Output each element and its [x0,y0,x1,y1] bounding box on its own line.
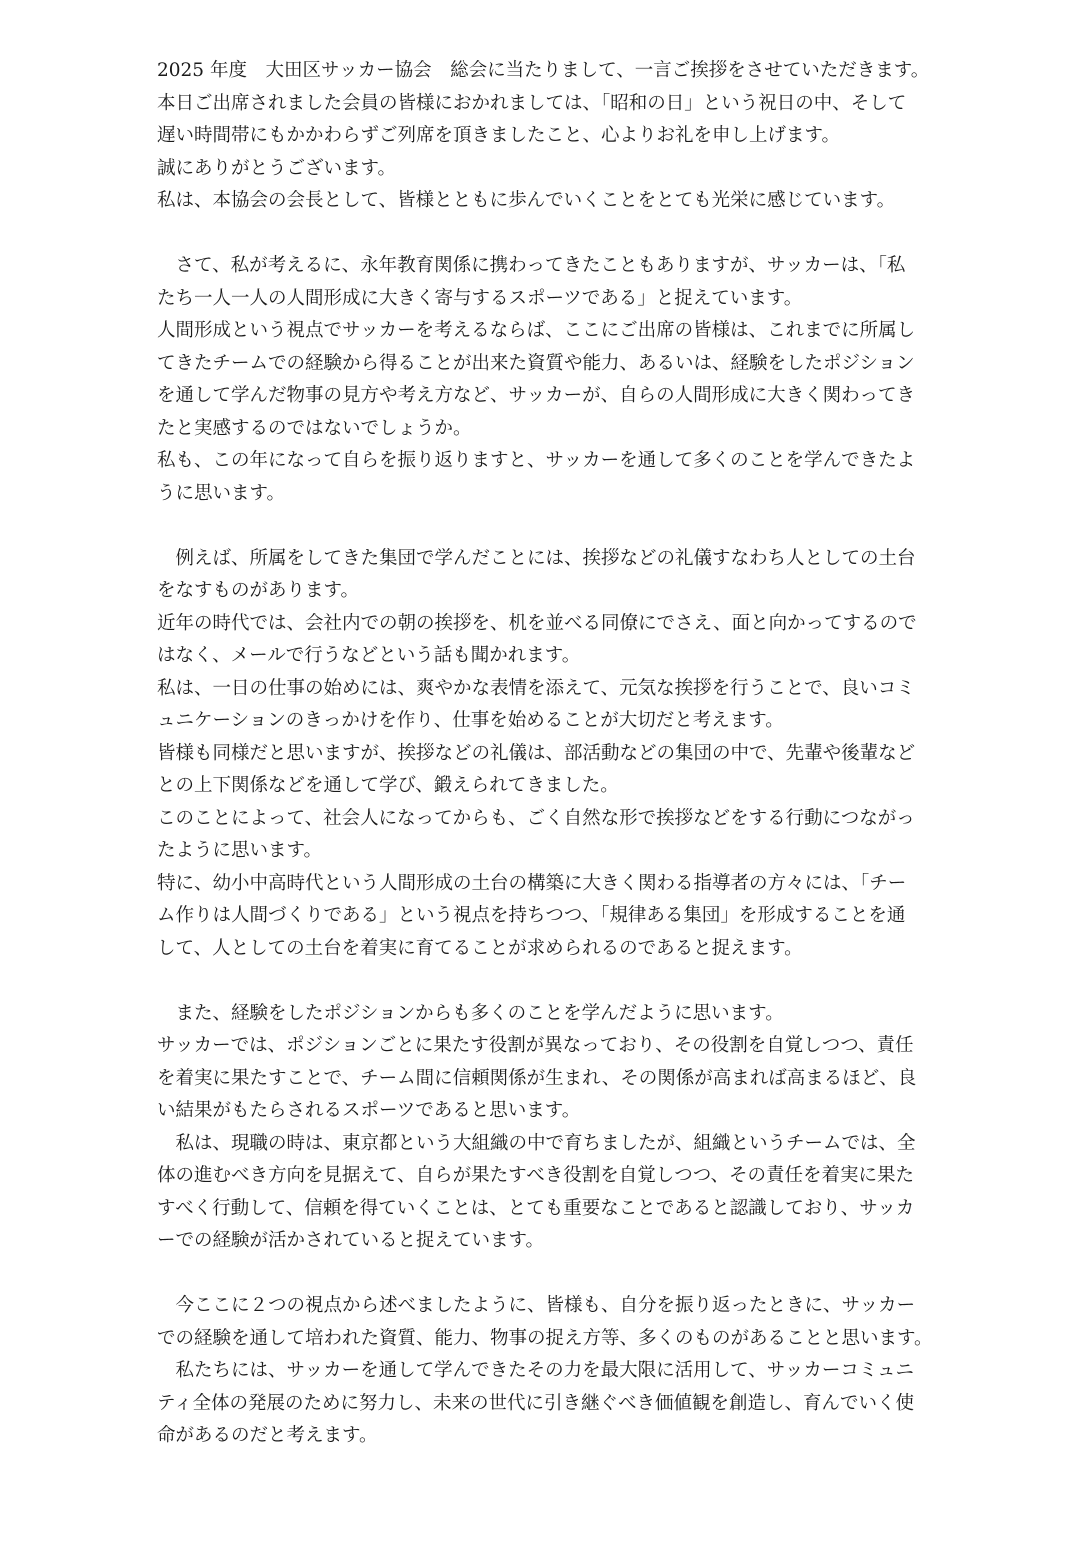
text-line: での経験を通して培われた資質、能力、物事の捉え方等、多くのものがあることと思います。 [157,1327,933,1349]
text-line: サッカーでは、ポジションごとに果たす役割が異なっており、その役割を自覚しつつ、責任 [157,1035,914,1056]
text-line: てきたチームでの経験から得ることが出来た資質や能力、あるいは、経験をしたポジション [157,352,915,374]
text-line: 誠にありがとうございます。 [157,157,397,179]
text-line: はなく、メールで行うなどという話も聞かれます。 [157,645,581,666]
text-line: ュニケーションのきっかけを作り、仕事を始めることが大切だと考えます。 [157,710,784,731]
text-line: 皆様も同様だと思いますが、挨拶などの礼儀は、部活動などの集団の中で、先輩や後輩など [157,742,916,764]
paragraph-spacer [157,218,957,251]
text-line: さて、私が考えるに、永年教育関係に携わってきたこともありますが、サッカーは、「私 [157,255,906,276]
document-body [157,55,957,1453]
text-line: して、人としての土台を着実に育てることが求められるのであると捉えます。 [157,937,803,959]
text-line: 2025 年度 大田区サッカー協会 総会に当たりまして、一言ご挨拶をさせていただきます。 [157,60,930,81]
text-line: 私たちには、サッカーを通して学んできたその力を最大限に活用して、サッカーコミュニ [157,1360,915,1381]
text-line: い結果がもたらされるスポーツであると思います。 [157,1100,581,1121]
text-line: 私は、現職の時は、東京都という大組織の中で育ちましたが、組織というチームでは、全 [157,1132,916,1154]
text-line: ティ全体の発展のために努力し、未来の世代に引き継ぐべき価値観を創造し、育んでいく使 [157,1392,915,1414]
text-line: ム作りは人間づくりである」という視点を持ちつつ、「規律ある集団」を形成することを通 [157,905,906,926]
paragraph-spacer [157,510,957,543]
text-line: 例えば、所属をしてきた集団で学んだことには、挨拶などの礼儀すなわち人としての土台 [157,547,916,569]
text-line: たち一人一人の人間形成に大きく寄与するスポーツである」と捉えています。 [157,287,803,309]
paragraph-spacer [157,1258,957,1291]
text-line: を着実に果たすことで、チーム間に信頼関係が生まれ、その関係が高まれば高まるほど、良 [157,1067,917,1089]
text-line: 特に、幼小中高時代という人間形成の土台の構築に大きく関わる指導者の方々には、「チー [157,872,907,894]
text-line: 今ここに２つの視点から述べましたように、皆様も、自分を振り返ったときに、サッカー [157,1295,916,1316]
text-line: すべく行動して、信頼を得ていくことは、とても重要なことであると認識しており、サッカ [157,1197,915,1219]
text-line: ーでの経験が活かされていると捉えています。 [157,1230,545,1251]
text-line: また、経験をしたポジションからも多くのことを学んだように思います。 [157,1002,784,1024]
text-line: を通して学んだ物事の見方や考え方など、サッカーが、自らの人間形成に大きく関わってき [157,385,915,406]
text-line: 体の進むべき方向を見据えて、自らが果たすべき役割を自覚しつつ、その責任を着実に果た [157,1165,915,1186]
text-line: との上下関係などを通して学び、鍛えられてきました。 [157,775,619,796]
text-line: 本日ご出席されました会員の皆様におかれましては、「昭和の日」という祝日の中、そして [157,92,907,114]
text-line: をなすものがあります。 [157,580,360,601]
text-line: うに思います。 [157,482,286,504]
text-line: たように思います。 [157,840,323,861]
text-line: 人間形成という視点でサッカーを考えるならば、ここにご出席の皆様は、これまでに所属し [157,320,916,341]
text-line: 遅い時間帯にもかかわらずご列席を頂きましたこと、心よりお礼を申し上げます。 [157,125,841,146]
text-line: 私は、本協会の会長として、皆様とともに歩んでいくことをとても光栄に感じています。 [157,190,896,211]
text-line: 近年の時代では、会社内での朝の挨拶を、机を並べる同僚にでさえ、面と向かってするので [157,612,917,634]
text-line: 命があるのだと考えます。 [157,1425,378,1446]
text-line: 私は、一日の仕事の始めには、爽やかな表情を添えて、元気な挨拶を行うことで、良いコミ [157,677,915,699]
paragraph-spacer [157,965,957,998]
text-line: 私も、この年になって自らを振り返りますと、サッカーを通して多くのことを学んできたよ [157,450,916,471]
text-line: このことによって、社会人になってからも、ごく自然な形で挨拶などをする行動につながっ [157,807,915,829]
text-line: たと実感するのではないでしょうか。 [157,417,472,439]
